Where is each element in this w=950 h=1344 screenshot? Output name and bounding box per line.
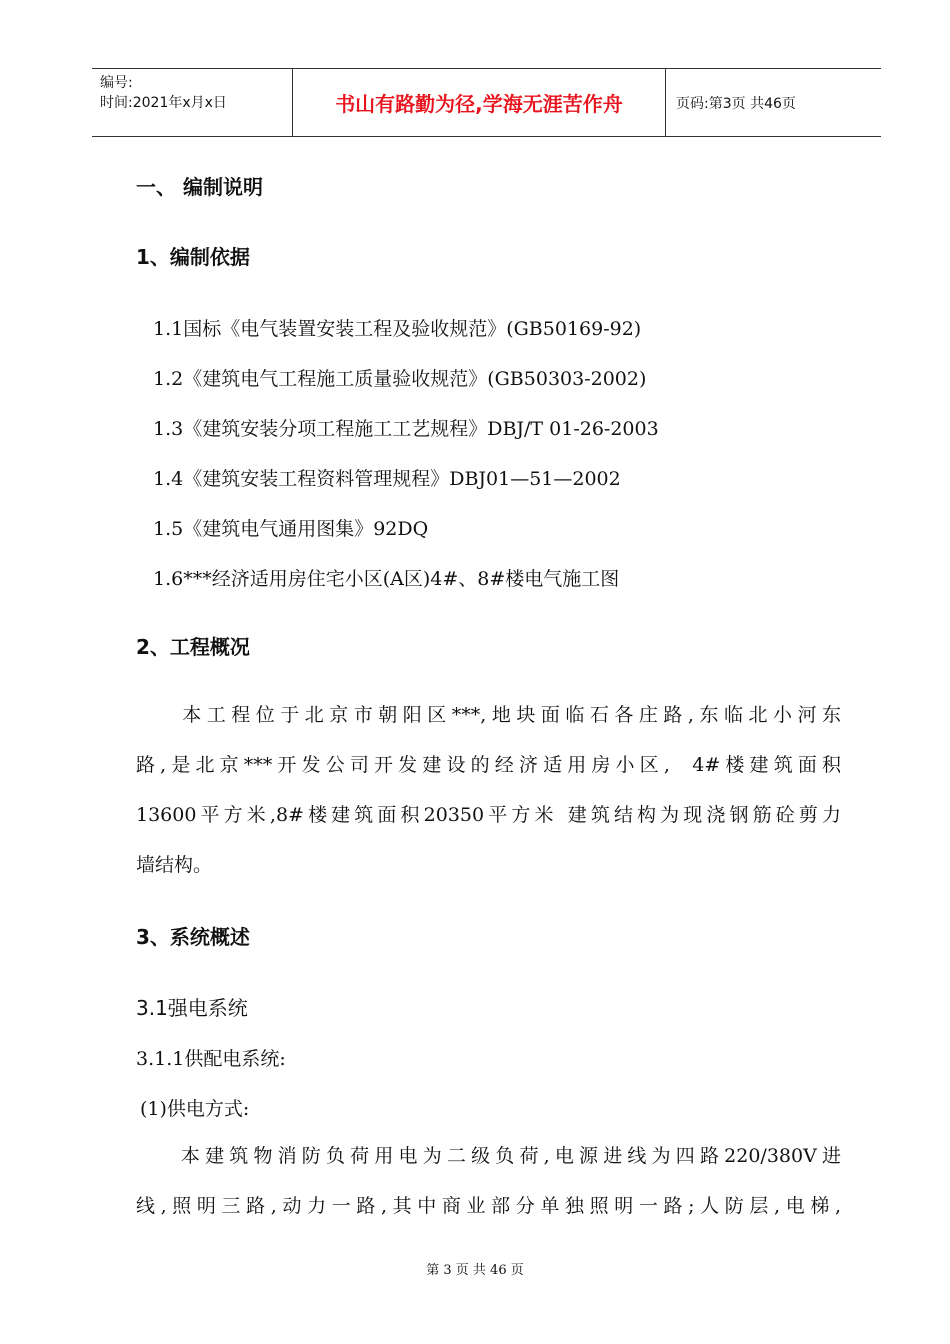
header-motto: 书山有路勤为径,学海无涯苦作舟 xyxy=(293,69,666,136)
basis-item: 1.2《建筑电气工程施工质量验收规范》(GB50303-2002) xyxy=(153,368,647,390)
paragraph-line: 本建筑物消防负荷用电为二级负荷,电源进线为四路220/380V进 xyxy=(136,1145,841,1167)
basis-item: 1.3《建筑安装分项工程施工工艺规程》DBJ/T 01-26-2003 xyxy=(153,418,659,440)
item-supply-method: (1)供电方式: xyxy=(140,1098,250,1120)
paragraph-line: 墙结构。 xyxy=(136,854,213,876)
page-footer: 第 3 页 共 46 页 xyxy=(426,1263,524,1278)
header-page-label: 页码:第3页 共46页 xyxy=(676,95,796,112)
heading-system: 3、系统概述 xyxy=(136,925,250,949)
heading-strong-power: 3.1强电系统 xyxy=(136,996,248,1020)
paragraph-line: 路,是北京***开发公司开发建设的经济适用房小区, 4#楼建筑面积 xyxy=(136,754,841,776)
paragraph-line: 13600平方米,8#楼建筑面积20350平方米 建筑结构为现浇钢筋砼剪力 xyxy=(136,804,841,826)
header-meta xyxy=(92,69,293,136)
basis-item: 1.6***经济适用房住宅小区(A区)4#、8#楼电气施工图 xyxy=(153,568,620,590)
basis-item: 1.1国标《电气装置安装工程及验收规范》(GB50169-92) xyxy=(153,318,642,340)
heading-basis: 1、编制依据 xyxy=(136,245,250,269)
heading-overview: 2、工程概况 xyxy=(136,635,250,659)
page-header xyxy=(92,68,881,137)
section-title: 一、 编制说明 xyxy=(136,175,263,199)
paragraph-line: 本工程位于北京市朝阳区***,地块面临石各庄路,东临北小河东 xyxy=(136,704,841,726)
paragraph-line: 线,照明三路,动力一路,其中商业部分单独照明一路;人防层,电梯, xyxy=(136,1195,841,1217)
number-label: 编号: xyxy=(100,75,133,91)
basis-item: 1.4《建筑安装工程资料管理规程》DBJ01—51—2002 xyxy=(153,468,621,490)
basis-item: 1.5《建筑电气通用图集》92DQ xyxy=(153,518,429,540)
time-label: 时间:2021年x月x日 xyxy=(100,95,227,111)
supply-paragraph xyxy=(136,1131,841,1231)
heading-power-distribution: 3.1.1供配电系统: xyxy=(136,1048,286,1070)
overview-paragraph xyxy=(136,690,841,890)
